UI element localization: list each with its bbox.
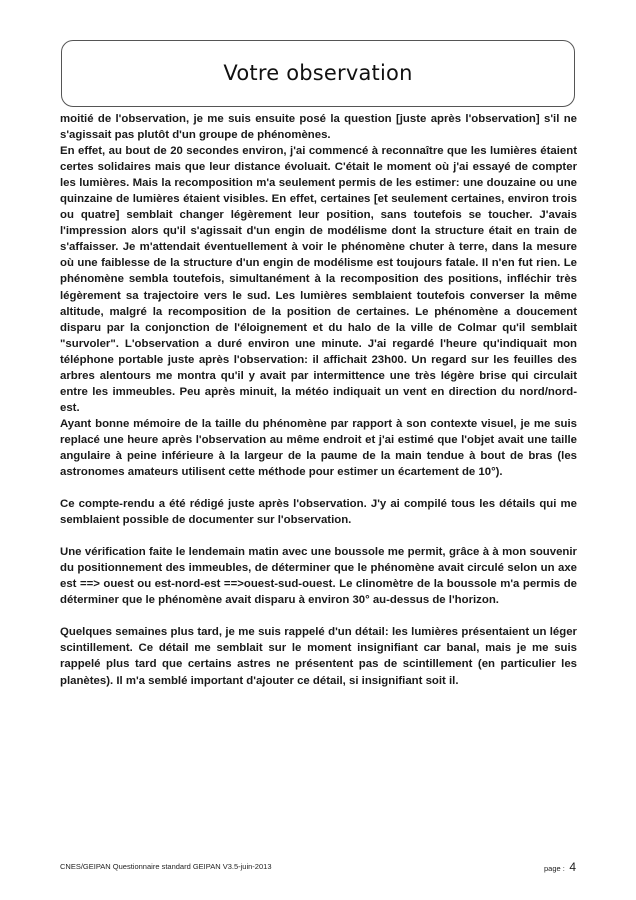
section-header-box bbox=[61, 40, 575, 107]
paragraph-6: Quelques semaines plus tard, je me suis rappelé d'un détail: les lumières présentaient un léger scintillement. Ce détail me semblait sur le moment insignifiant car banal, mais je me suis rappelé plus tard que certains astres ne présentent pas de scintillement (en particulier les planètes). Il m'a semblé important d'ajouter ce détail, si insignifiant soit il. bbox=[60, 626, 577, 687]
page-number: 4 bbox=[569, 860, 576, 874]
observation-text bbox=[60, 111, 577, 689]
paragraph-2: En effet, au bout de 20 secondes environ, j'ai commencé à reconnaître que les lumières étaient certes solidaires mais que leur distance évoluait. C'était le moment où j'ai essayé de compter les lumières. Mais la recomposition m'a seulement permis de les estimer: une douzaine ou une quinzaine de lumières étaient visibles. En effet, certaines [et seulement certaines, environ trois ou quatre] semblait changer légèrement leur position, sans toutefois se toucher. J'avais l'impression alors qu'il s'agissait d'un engin de modélisme dont la structure était en train de s'affaisser. Je m'attendait éventuellement à voir le phénomène chuter à terre, dans la mesure où une faiblesse de la structure d'un engin de modélisme est toujours fatale. Il n'en fut rien. Le phénomène sembla toutefois, simultanément à la recomposition des positions, infléchir très légèrement sa trajectoire vers le sud. Les lumières semblaient toutefois converser la même altitude, malgré la recomposition de la position de certaines. Le phénomène a doucement disparu par la conjonction de l'éloignement et du halo de la ville de Colmar qu'il semblait "survoler". L'observation a duré environ une minute. J'ai regardé l'heure qu'indiquait mon téléphone portable juste après l'observation: il affichait 23h00. Un regard sur les feuilles des arbres alentours me montra qu'il y avait par intermittence une très légère brise qui circulait entre les immeubles. Peu après minuit, la météo indiquait un vent en direction du nord/nord-est. bbox=[60, 145, 577, 414]
section-title: Votre observation bbox=[223, 61, 413, 85]
paragraph-3: Ayant bonne mémoire de la taille du phénomène par rapport à son contexte visuel, je me suis replacé une heure après l'observation au même endroit et j'ai estimé que l'objet avait une taille angulaire à peine inférieure à la largeur de la paume de la main tendue à bout de bras (les astronomes amateurs utilisent cette méthode pour estimer un écartement de 10°). bbox=[60, 417, 577, 479]
paragraph-5: Une vérification faite le lendemain matin avec une boussole me permit, grâce à à mon souvenir du positionnement des immeubles, de déterminer que le phénomène avait circulé selon un axe est ==> ouest ou est-nord-est ==>ouest-sud-ouest. Le clinomètre de la boussole m'a permis de déterminer que le phénomène avait disparu à environ 30° au-dessus de l'horizon. bbox=[60, 546, 577, 607]
paragraph-4: Ce compte-rendu a été rédigé juste après l'observation. J'y ai compilé tous les détails qui me semblaient possible de documenter sur l'observation. bbox=[60, 498, 577, 527]
page-label: page : bbox=[544, 864, 565, 873]
footer-document-reference: CNES/GEIPAN Questionnaire standard GEIPAN V3.5-juin-2013 bbox=[60, 862, 272, 871]
footer-page-indicator bbox=[544, 858, 576, 876]
paragraph-1: moitié de l'observation, je me suis ensuite posé la question [juste après l'observation] s'il ne s'agissait pas plutôt d'un groupe de phénomènes. bbox=[60, 113, 577, 142]
